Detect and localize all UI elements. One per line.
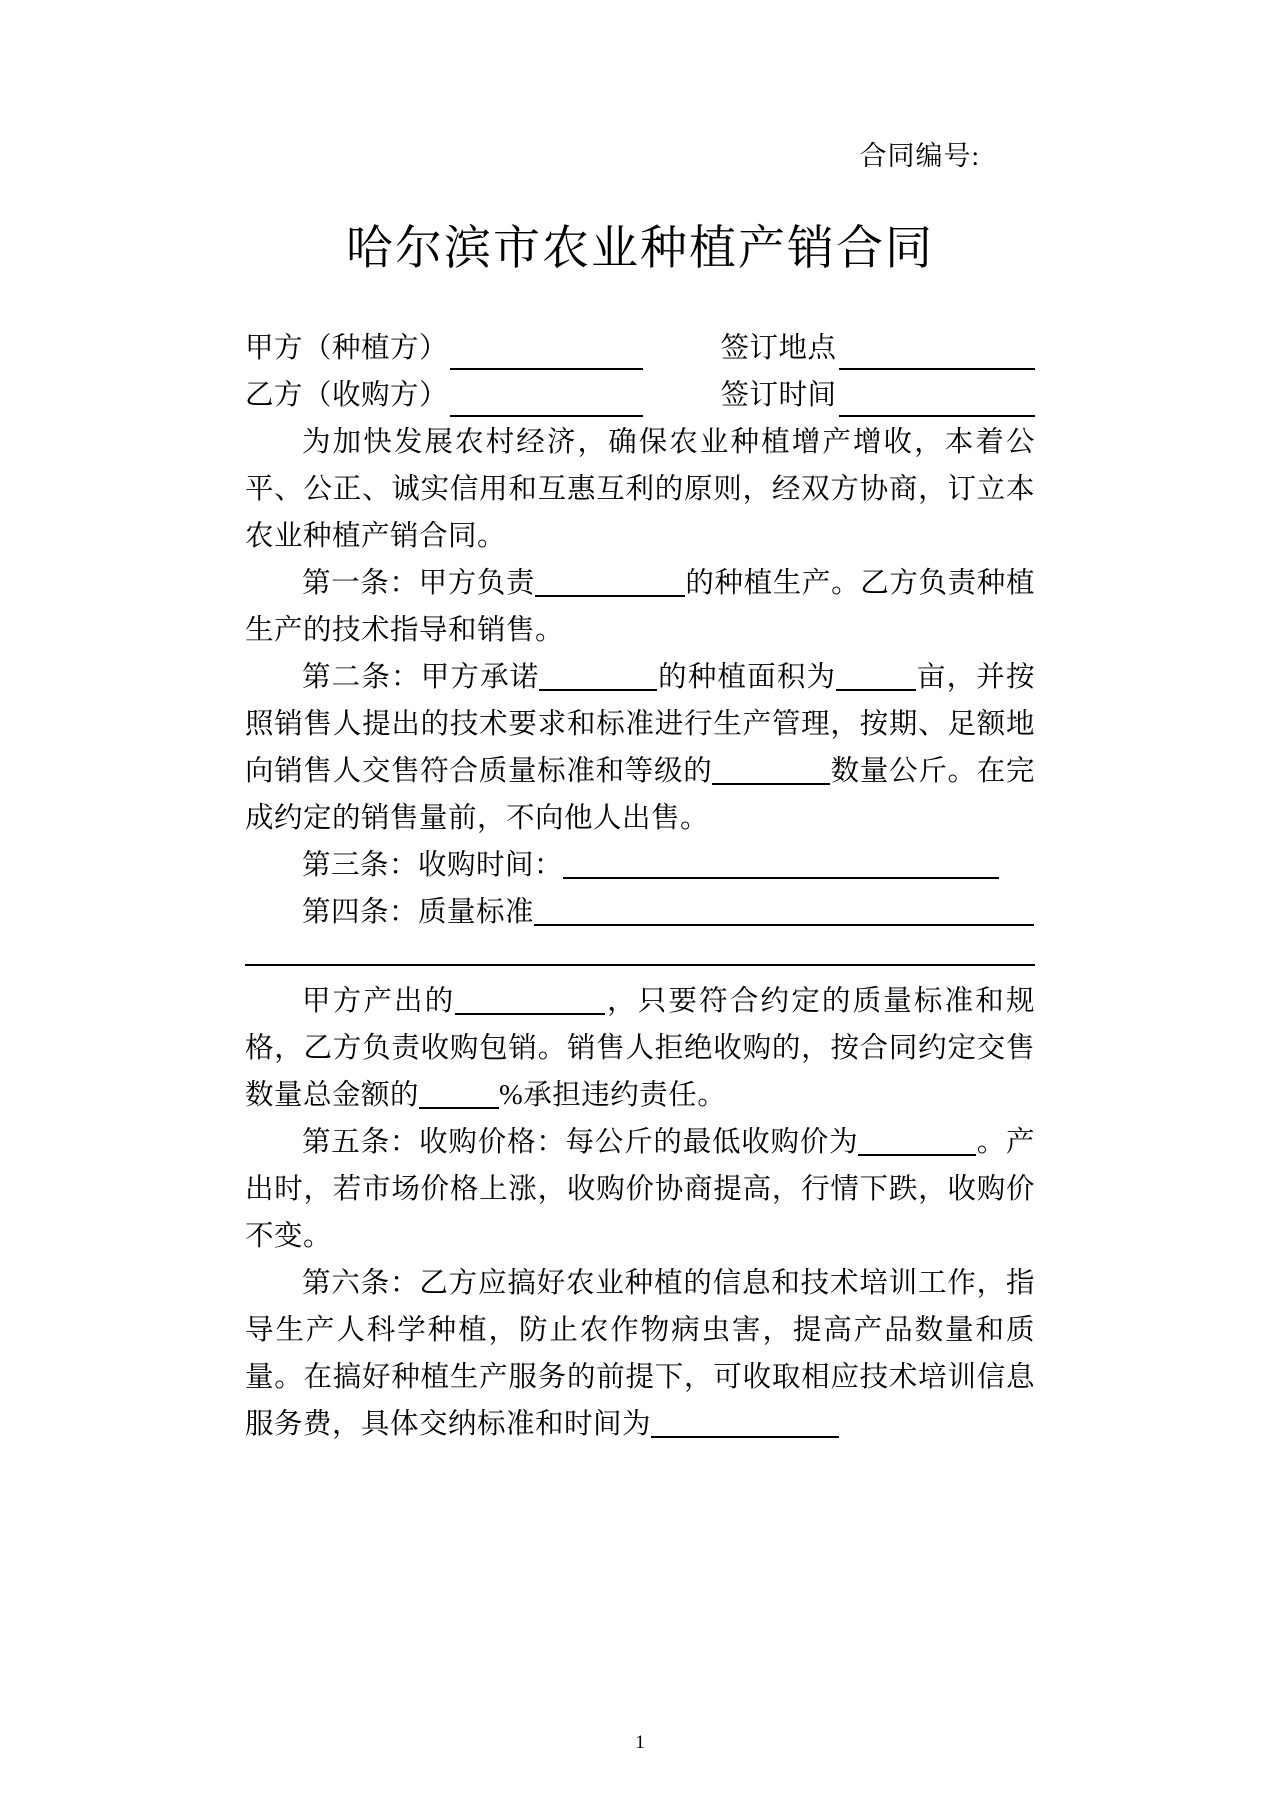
article-5-heading: 第五条： bbox=[302, 1127, 420, 1159]
article-6-fee-input[interactable] bbox=[651, 1410, 839, 1438]
article-6-heading: 第六条： bbox=[302, 1268, 420, 1300]
article-2-paragraph bbox=[245, 654, 1035, 842]
quality-clause-product-input[interactable] bbox=[455, 987, 605, 1015]
article-2-heading: 第二条： bbox=[302, 662, 421, 694]
signing-place-label: 签订地点 bbox=[720, 333, 837, 365]
article-5-paragraph bbox=[245, 1119, 1035, 1260]
article-1-paragraph bbox=[245, 560, 1035, 654]
article-1-heading: 第一条： bbox=[302, 568, 419, 600]
article-4-continuation-rule[interactable] bbox=[245, 962, 1035, 966]
article-2-seg-2: 的种植面积为 bbox=[657, 662, 837, 694]
preamble-text: 为加快发展农村经济，确保农业种植增产增收，本着公平、公正、诚实信用和互惠互利的原则，经双方协商，订立本农业种植产销合同。 bbox=[245, 427, 1035, 553]
party-a-row bbox=[245, 325, 1035, 372]
article-5-price-input[interactable] bbox=[858, 1128, 976, 1156]
quality-clause-seg-2: ，只要符合约定的质量标准和规格，乙方负责收购包销。销售人拒绝收购的，按合同约定交售数量总金额的 bbox=[245, 986, 1035, 1112]
article-2-seg-3: 亩，并按照销售人提出的技术要求和标准进行生产管理，按期、足额地向销售人交售符合质量标准和等级的 bbox=[245, 662, 1035, 788]
article-1-text-before: 甲方负责 bbox=[418, 568, 536, 600]
article-3-paragraph bbox=[245, 842, 1035, 889]
article-4-heading: 第四条： bbox=[302, 897, 419, 929]
article-1-crop-input[interactable] bbox=[535, 569, 685, 597]
article-4-paragraph bbox=[245, 889, 1035, 936]
article-3-heading: 第三条： bbox=[302, 850, 419, 882]
article-4-standard-input[interactable] bbox=[534, 898, 1034, 926]
article-5-seg-1: 收购价格：每公斤的最低收购价为 bbox=[419, 1127, 859, 1159]
document-body bbox=[245, 325, 1035, 1448]
quality-clause-seg-3: %承担违约责任。 bbox=[499, 1080, 727, 1112]
article-3-text: 收购时间： bbox=[418, 850, 564, 882]
preamble-paragraph bbox=[245, 419, 1035, 560]
article-6-seg-1: 乙方应搞好农业种植的信息和技术培训工作，指导生产人科学种植，防止农作物病虫害，提高产品数量和质量。在搞好种植生产服务的前提下，可收取相应技术培训信息服务费，具体交纳标准和时间为 bbox=[245, 1268, 1035, 1441]
contract-number-label: 合同编号: bbox=[859, 141, 980, 171]
article-2-area-input[interactable] bbox=[836, 663, 916, 691]
article-3-time-input[interactable] bbox=[563, 851, 999, 879]
page-title: 哈尔滨市农业种植产销合同 bbox=[346, 223, 934, 276]
article-2-seg-4: 数量公斤。在完成约定的销售量前，不向他人出售。 bbox=[245, 756, 1035, 835]
signing-time-label: 签订时间 bbox=[720, 380, 837, 412]
article-2-crop-input[interactable] bbox=[539, 663, 657, 691]
article-4-text: 质量标准 bbox=[418, 897, 535, 929]
signing-place-input[interactable] bbox=[839, 338, 1035, 370]
quality-clause-paragraph bbox=[245, 978, 1035, 1119]
article-1-text-after: 的种植生产。乙方负责种植生产的技术指导和销售。 bbox=[245, 568, 1035, 647]
party-b-input[interactable] bbox=[450, 385, 643, 417]
quality-clause-seg-1: 甲方产出的 bbox=[302, 986, 456, 1018]
article-2-quantity-input[interactable] bbox=[712, 757, 830, 785]
page-number: 1 bbox=[635, 1732, 645, 1753]
party-a-label: 甲方（种植方） bbox=[245, 333, 449, 365]
quality-clause-percent-input[interactable] bbox=[419, 1081, 499, 1109]
signing-time-input[interactable] bbox=[839, 385, 1035, 417]
party-b-label: 乙方（收购方） bbox=[245, 380, 449, 412]
contract-number-row bbox=[0, 140, 1280, 172]
article-5-seg-2: 。产出时，若市场价格上涨，收购价协商提高，行情下跌，收购价不变。 bbox=[245, 1127, 1035, 1253]
article-6-paragraph bbox=[245, 1260, 1035, 1448]
party-a-input[interactable] bbox=[450, 338, 643, 370]
party-b-row bbox=[245, 372, 1035, 419]
article-2-seg-1: 甲方承诺 bbox=[420, 662, 540, 694]
